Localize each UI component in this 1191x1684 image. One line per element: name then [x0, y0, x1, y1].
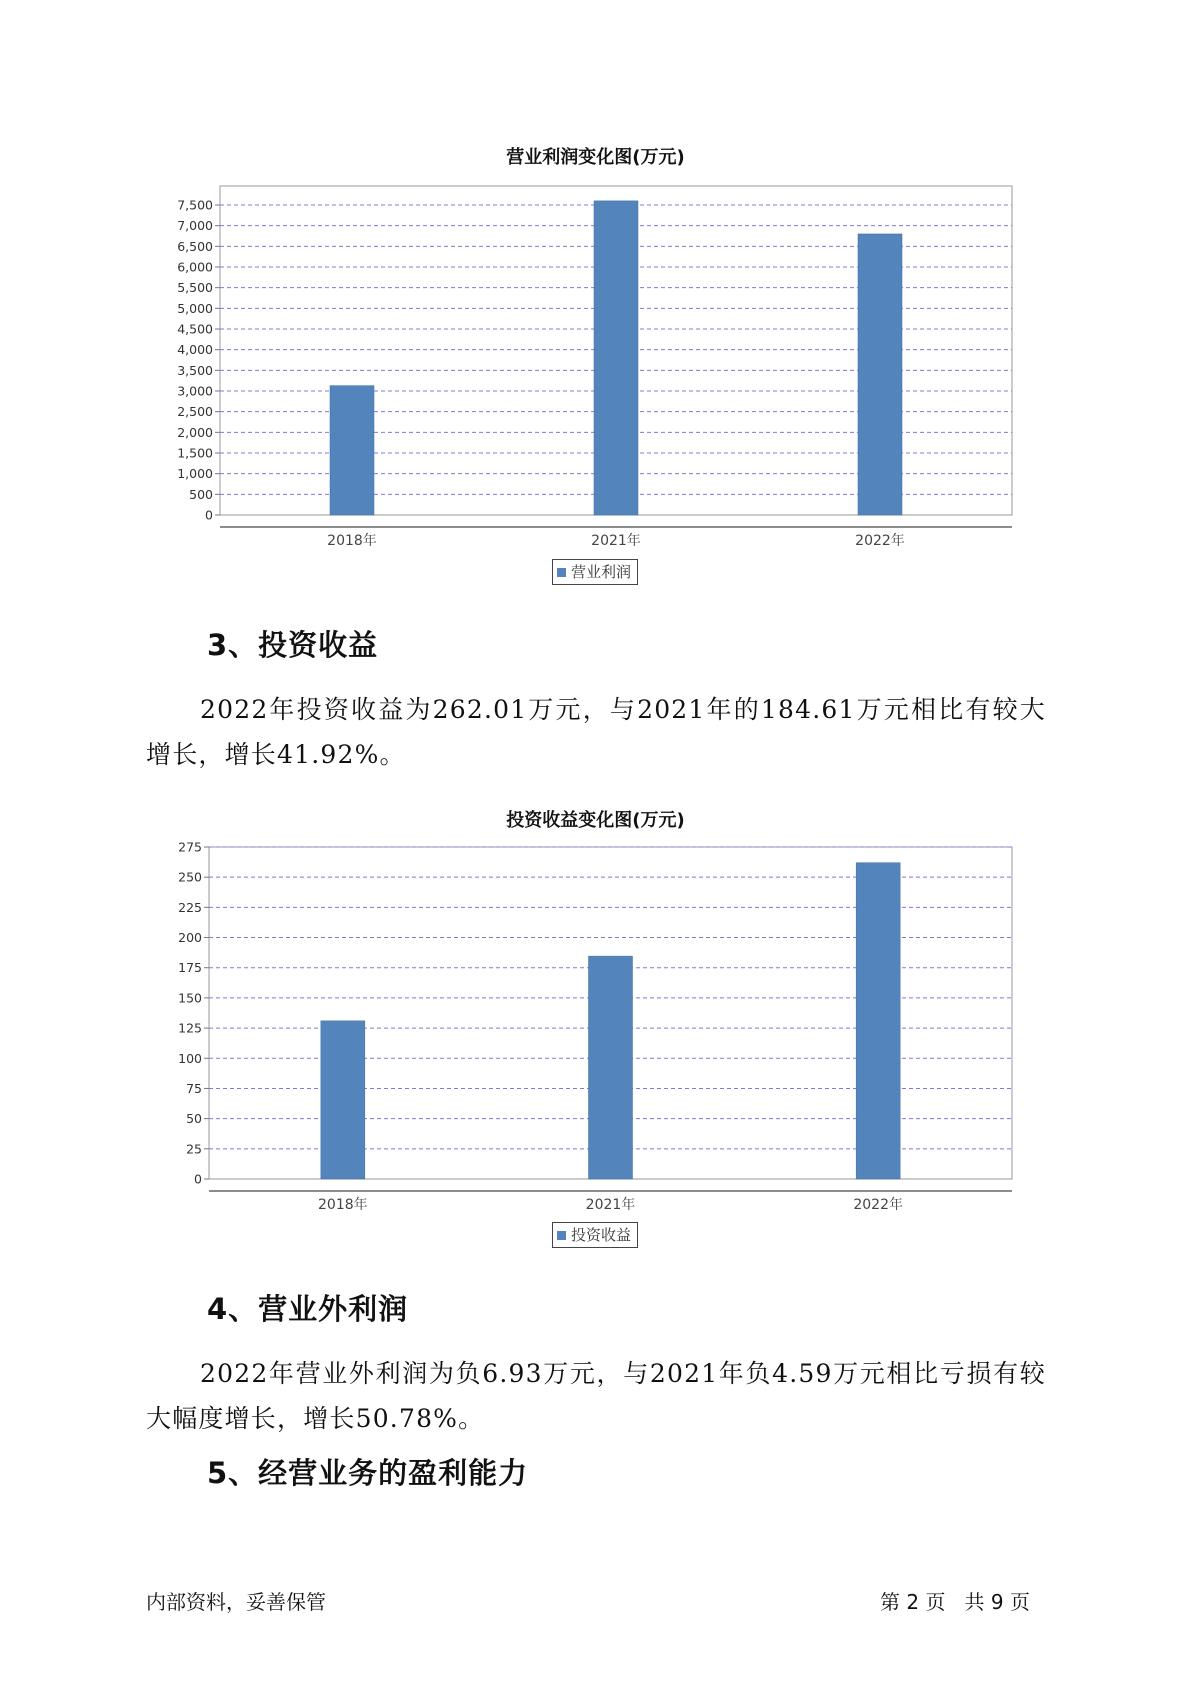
footer-page-number: 第 2 页 共 9 页	[880, 1590, 1030, 1614]
investment-income-chart	[0, 839, 1191, 1213]
section-heading-non-operating-profit: 4、营业外利润	[207, 1292, 409, 1326]
legend-label: 营业利润	[571, 563, 632, 581]
y-tick-label: 25	[186, 1141, 202, 1157]
y-tick-label: 0	[194, 1171, 202, 1187]
y-tick-label: 5,000	[177, 300, 213, 316]
y-tick-label: 125	[178, 1020, 202, 1036]
bar-2021年	[594, 201, 638, 515]
chart-title-investment-income: 投资收益变化图(万元)	[506, 810, 685, 831]
paragraph-investment-income: 2022年投资收益为262.01万元，与2021年的184.61万元相比有较大增长，增长41.92%。	[146, 695, 1046, 769]
y-tick-label: 4,000	[177, 342, 213, 358]
x-tick-label: 2018年	[318, 1197, 368, 1213]
y-tick-label: 200	[178, 930, 202, 946]
legend-swatch	[557, 1231, 566, 1240]
x-tick-label: 2022年	[855, 533, 905, 549]
bar-2022年	[856, 863, 900, 1179]
y-tick-label: 3,500	[177, 362, 213, 378]
y-tick-label: 0	[205, 507, 213, 523]
x-tick-label: 2021年	[591, 533, 641, 549]
x-tick-label: 2021年	[585, 1197, 636, 1213]
legend-investment-income	[552, 1222, 638, 1248]
y-tick-label: 1,000	[177, 466, 213, 482]
y-tick-label: 250	[178, 869, 202, 885]
y-tick-label: 275	[178, 839, 202, 855]
legend-operating-profit	[552, 559, 638, 585]
bar-2022年	[858, 234, 902, 515]
y-tick-label: 75	[186, 1080, 202, 1096]
x-tick-label: 2022年	[853, 1197, 903, 1213]
y-tick-label: 150	[178, 990, 202, 1006]
y-tick-label: 6,000	[177, 259, 213, 275]
y-tick-label: 2,000	[177, 424, 213, 440]
section-heading-investment-income: 3、投资收益	[207, 628, 379, 662]
y-tick-label: 6,500	[177, 238, 213, 254]
legend-label: 投资收益	[571, 1226, 632, 1244]
legend-swatch	[557, 568, 566, 577]
y-tick-label: 100	[178, 1050, 202, 1066]
section-heading-business-profitability: 5、经营业务的盈利能力	[207, 1456, 529, 1490]
operating-profit-chart	[0, 178, 1191, 549]
y-tick-label: 2,500	[177, 404, 213, 420]
bar-2021年	[589, 956, 633, 1179]
y-tick-label: 7,500	[177, 197, 213, 213]
y-tick-label: 5,500	[177, 280, 213, 296]
y-tick-label: 50	[186, 1111, 202, 1127]
bar-2018年	[321, 1021, 365, 1179]
footer-confidential-note: 内部资料，妥善保管	[146, 1590, 326, 1614]
y-tick-label: 225	[178, 899, 202, 915]
y-tick-label: 7,000	[177, 218, 213, 234]
bar-2018年	[330, 386, 374, 515]
x-tick-label: 2018年	[327, 533, 377, 549]
y-tick-label: 500	[189, 486, 213, 502]
chart-title-operating-profit: 营业利润变化图(万元)	[506, 147, 685, 168]
y-tick-label: 1,500	[177, 445, 213, 461]
y-tick-label: 4,500	[177, 321, 213, 337]
paragraph-non-operating-profit: 2022年营业外利润为负6.93万元，与2021年负4.59万元相比亏损有较大幅度增长，增长50.78%。	[146, 1359, 1046, 1433]
y-tick-label: 175	[178, 960, 202, 976]
y-tick-label: 3,000	[177, 383, 213, 399]
